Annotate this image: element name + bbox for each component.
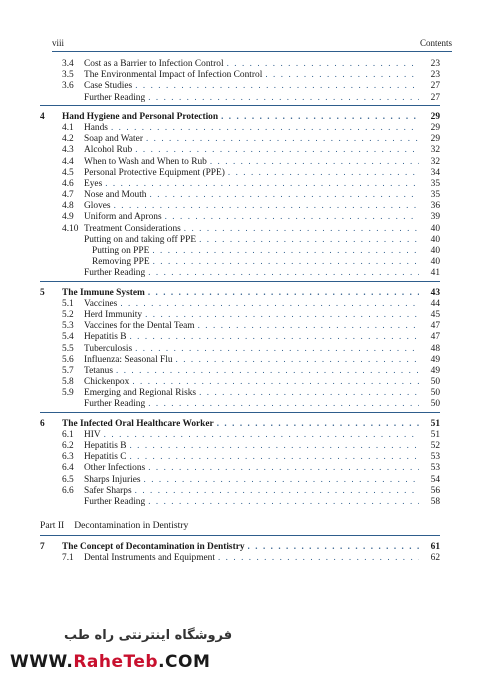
dot-leader: [152, 245, 419, 256]
toc-entry[interactable]: [62, 122, 440, 133]
dot-leader: [135, 343, 419, 354]
entry-title: Chickenpox: [84, 377, 130, 388]
dot-leader: [129, 451, 419, 462]
entry-title: The Immune System: [62, 287, 145, 298]
dot-leader: [148, 462, 419, 473]
entry-number: 7: [40, 542, 45, 553]
entry-title: The Environmental Impact of Infection Control: [84, 70, 263, 81]
dot-leader: [248, 541, 419, 552]
entry-page-number: 32: [430, 156, 440, 167]
table-of-contents: [40, 58, 440, 564]
entry-title: Influenza: Seasonal Flu: [84, 354, 173, 365]
entry-number: 5.1: [62, 298, 74, 309]
entry-title: Tetanus: [84, 365, 114, 376]
toc-entry[interactable]: [62, 58, 440, 69]
entry-page-number: 27: [430, 81, 440, 92]
entry-number: 5.9: [62, 388, 74, 399]
entry-page-number: 49: [430, 365, 440, 376]
toc-entry[interactable]: [62, 387, 440, 398]
dot-leader: [148, 287, 419, 298]
entry-page-number: 49: [430, 354, 440, 365]
entry-number: 6.5: [62, 474, 74, 485]
entry-title: The Infected Oral Healthcare Worker: [62, 418, 214, 429]
entry-page-number: 36: [430, 201, 440, 212]
watermark: [0, 622, 260, 682]
entry-title: Tuberculosis: [84, 343, 133, 354]
dot-leader: [114, 200, 419, 211]
entry-page-number: 23: [430, 70, 440, 81]
entry-page-number: 62: [430, 553, 440, 564]
toc-entry[interactable]: [62, 178, 440, 189]
entry-title: Other Infections: [84, 463, 146, 474]
entry-page-number: 41: [430, 268, 440, 279]
entry-page-number: 53: [430, 463, 440, 474]
toc-entry[interactable]: [62, 485, 440, 496]
entry-title: Putting on and taking off PPE: [84, 234, 197, 245]
entry-number: 4.5: [62, 167, 74, 178]
entry-number: 5: [40, 287, 45, 298]
entry-number: 5.7: [62, 365, 74, 376]
dot-leader: [184, 223, 419, 234]
entry-page-number: 50: [430, 399, 440, 410]
part-label: Part II: [40, 520, 65, 532]
toc-entry[interactable]: [62, 69, 440, 80]
toc-entry[interactable]: [62, 245, 440, 256]
entry-page-number: 40: [430, 246, 440, 256]
entry-number: 7.1: [62, 553, 74, 564]
toc-entry[interactable]: [62, 331, 440, 342]
dot-leader: [104, 429, 419, 440]
entry-title: Cost as a Barrier to Infection Control: [84, 59, 224, 69]
dot-leader: [217, 418, 419, 429]
toc-entry[interactable]: [62, 440, 440, 451]
entry-number: 4.8: [62, 201, 74, 212]
entry-title: Vaccines: [84, 298, 118, 309]
toc-entry[interactable]: [62, 376, 440, 387]
entry-page-number: 58: [430, 496, 440, 507]
dot-leader: [148, 267, 419, 278]
part-spacer: [62, 507, 440, 520]
entry-number: 3.6: [62, 81, 74, 92]
toc-entry[interactable]: [62, 167, 440, 178]
dot-leader: [198, 320, 419, 331]
entry-number: 5.2: [62, 309, 74, 320]
entry-title: Further Reading: [84, 268, 146, 279]
entry-page-number: 56: [430, 485, 440, 496]
toc-entry[interactable]: [62, 429, 440, 440]
watermark-url-brand: RaheTeb: [73, 652, 159, 672]
dot-leader: [129, 331, 419, 342]
toc-chapter-entry[interactable]: [40, 287, 440, 298]
toc-entry[interactable]: [62, 156, 440, 167]
dot-leader: [210, 156, 419, 167]
entry-number: 5.3: [62, 321, 74, 332]
entry-page-number: 50: [430, 388, 440, 399]
toc-entry[interactable]: [62, 211, 440, 222]
entry-title: Hepatitis B: [84, 332, 127, 343]
entry-number: 5.6: [62, 354, 74, 365]
dot-leader: [199, 234, 419, 245]
entry-page-number: 52: [430, 441, 440, 451]
entry-number: 6.1: [62, 429, 74, 440]
entry-number: 6.4: [62, 463, 74, 474]
dot-leader: [129, 440, 419, 451]
entry-page-number: 47: [430, 332, 440, 343]
entry-title: Hands: [84, 122, 108, 133]
toc-entry[interactable]: [62, 256, 440, 267]
entry-title: Safer Sharps: [84, 485, 132, 496]
entry-title: Putting on PPE: [92, 246, 150, 256]
entry-page-number: 27: [430, 92, 440, 103]
dot-leader: [132, 376, 419, 387]
entry-number: 4.6: [62, 178, 74, 189]
entry-page-number: 29: [430, 122, 440, 133]
toc-entry[interactable]: [62, 92, 440, 103]
entry-title: Further Reading: [84, 92, 146, 103]
entry-page-number: 34: [430, 167, 440, 178]
toc-entry[interactable]: [62, 80, 440, 91]
entry-number: 4.1: [62, 122, 74, 133]
dot-leader: [105, 178, 419, 189]
entry-title: Further Reading: [84, 496, 146, 507]
entry-number: 6.6: [62, 485, 74, 496]
page-header: [52, 38, 452, 52]
entry-page-number: 35: [430, 178, 440, 189]
toc-entry[interactable]: [62, 234, 440, 245]
dot-leader: [150, 189, 420, 200]
entry-title: Gloves: [84, 201, 111, 212]
dot-leader: [135, 144, 419, 155]
entry-page-number: 53: [430, 452, 440, 463]
entry-number: 4.3: [62, 145, 74, 156]
entry-number: 5.5: [62, 343, 74, 354]
toc-entry[interactable]: [62, 223, 440, 234]
entry-title: Hepatitis B: [84, 441, 127, 451]
entry-title: Uniform and Aprons: [84, 212, 162, 223]
entry-page-number: 32: [430, 145, 440, 156]
entry-title: The Concept of Decontamination in Dentistry: [62, 542, 245, 553]
toc-entry[interactable]: [62, 133, 440, 144]
dot-leader: [116, 365, 419, 376]
entry-title: Eyes: [84, 178, 103, 189]
entry-page-number: 29: [430, 111, 440, 122]
part-heading: [40, 520, 440, 533]
toc-entry[interactable]: [62, 144, 440, 155]
toc-entry[interactable]: [62, 365, 440, 376]
entry-title: When to Wash and When to Rub: [84, 156, 207, 167]
entry-title: Personal Protective Equipment (PPE): [84, 167, 225, 178]
entry-page-number: 54: [430, 474, 440, 485]
entry-number: 4.10: [62, 223, 79, 234]
entry-title: Removing PPE: [92, 257, 150, 268]
entry-title: Herd Immunity: [84, 309, 143, 320]
header-rule: [52, 51, 452, 52]
dot-leader: [176, 354, 419, 365]
entry-page-number: 45: [430, 309, 440, 320]
entry-title: Alcohol Rub: [84, 145, 133, 156]
entry-number: 4: [40, 111, 45, 122]
entry-page-number: 23: [430, 59, 440, 69]
toc-chapter-entry[interactable]: [40, 541, 440, 553]
dot-leader: [199, 387, 419, 398]
toc-entry[interactable]: [62, 474, 440, 485]
entry-page-number: 51: [430, 418, 440, 429]
dot-leader: [148, 92, 419, 103]
toc-entry[interactable]: [62, 298, 440, 309]
entry-number: 6.2: [62, 441, 74, 451]
entry-number: 6: [40, 418, 45, 429]
entry-number: 4.9: [62, 212, 74, 223]
entry-number: 3.4: [62, 59, 74, 69]
toc-entry[interactable]: [62, 200, 440, 211]
entry-page-number: 35: [430, 190, 440, 201]
entry-page-number: 48: [430, 343, 440, 354]
entry-page-number: 40: [430, 234, 440, 245]
entry-page-number: 43: [430, 287, 440, 298]
toc-entry[interactable]: [62, 451, 440, 462]
dot-leader: [218, 552, 419, 563]
entry-page-number: 61: [430, 542, 440, 553]
toc-entry[interactable]: [62, 309, 440, 320]
entry-page-number: 51: [430, 429, 440, 440]
toc-entry[interactable]: [62, 354, 440, 365]
entry-page-number: 40: [430, 257, 440, 268]
entry-title: Hand Hygiene and Personal Protection: [62, 111, 219, 122]
entry-title: HIV: [84, 429, 101, 440]
toc-entry[interactable]: [62, 398, 440, 409]
toc-chapter-entry[interactable]: [40, 418, 440, 429]
entry-title: Treatment Considerations: [84, 223, 181, 234]
entry-number: 5.8: [62, 377, 74, 388]
watermark-persian-text: فروشگاه اینترنتی راه طب: [64, 628, 233, 643]
entry-page-number: 44: [430, 298, 440, 309]
toc-entry[interactable]: [62, 189, 440, 200]
watermark-url-suffix: .COM: [158, 652, 211, 672]
watermark-url: [10, 652, 210, 672]
dot-leader: [148, 398, 419, 409]
dot-leader: [135, 485, 419, 496]
entry-title: Soap and Water: [84, 134, 143, 145]
dot-leader: [145, 309, 419, 320]
entry-title: Sharps Injuries: [84, 474, 141, 485]
dot-leader: [148, 496, 419, 507]
dot-leader: [153, 256, 419, 267]
dot-leader: [144, 474, 419, 485]
entry-page-number: 39: [430, 212, 440, 223]
watermark-url-prefix: WWW.: [10, 652, 74, 672]
dot-leader: [228, 167, 419, 178]
entry-page-number: 29: [430, 134, 440, 145]
entry-title: Dental Instruments and Equipment: [84, 553, 215, 564]
dot-leader: [265, 69, 419, 80]
entry-title: Further Reading: [84, 399, 146, 410]
entry-title: Nose and Mouth: [84, 190, 147, 201]
toc-entry[interactable]: [62, 320, 440, 331]
toc-entry[interactable]: [62, 552, 440, 563]
dot-leader: [221, 111, 419, 122]
entry-page-number: 40: [430, 223, 440, 234]
entry-number: 4.7: [62, 190, 74, 201]
toc-entry[interactable]: [62, 496, 440, 507]
toc-entry[interactable]: [62, 462, 440, 473]
entry-number: 5.4: [62, 332, 74, 343]
part-title: Decontamination in Dentistry: [74, 520, 189, 532]
dot-leader: [165, 211, 419, 222]
dot-leader: [227, 58, 419, 69]
page-number: viii: [52, 38, 65, 48]
entry-number: 4.4: [62, 156, 74, 167]
toc-chapter-entry[interactable]: [40, 111, 440, 122]
entry-title: Vaccines for the Dental Team: [84, 321, 195, 332]
entry-title: Case Studies: [84, 81, 133, 92]
entry-page-number: 50: [430, 377, 440, 388]
entry-page-number: 47: [430, 321, 440, 332]
toc-entry[interactable]: [62, 343, 440, 354]
dot-leader: [135, 80, 419, 91]
entry-number: 6.3: [62, 452, 74, 463]
running-title: Contents: [419, 38, 452, 48]
dot-leader: [120, 298, 419, 309]
entry-title: Emerging and Regional Risks: [84, 388, 197, 399]
dot-leader: [111, 122, 419, 133]
entry-number: 3.5: [62, 70, 74, 81]
entry-number: 4.2: [62, 134, 74, 145]
entry-title: Hepatitis C: [84, 452, 127, 463]
toc-entry[interactable]: [62, 267, 440, 278]
dot-leader: [146, 133, 419, 144]
